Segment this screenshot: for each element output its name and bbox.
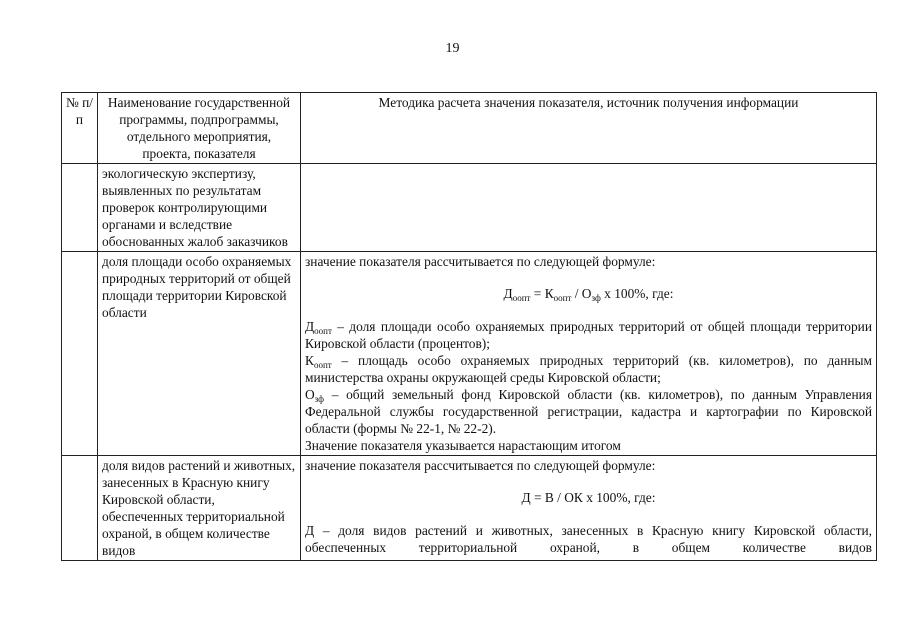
row1-name: экологическую экспертизу, выявленных по результатам проверок контролирующими органами и вследствие обоснованных жалоб заказчиков [98, 164, 301, 252]
table-row [62, 164, 877, 252]
row2-definition-o: $О_{зф}$ – общий земельный фонд Кировской области (кв. километров), по данным Управления Федеральной службы государственной регистрации, кадастра и картографии по Кировской области (формы № 22-1, № 22-2). [305, 387, 872, 436]
row3-formula: Д = В / ОК x 100%, где: [521, 490, 656, 505]
row1-number [62, 164, 98, 252]
row3-definition: Д – доля видов растений и животных, занесенных в Красную книгу Кировской области, обеспеченных территориальной охраной, в общем количестве видов [305, 523, 872, 555]
row3-intro: значение показателя рассчитывается по следующей формуле: [305, 458, 656, 473]
indicator-table [61, 92, 877, 561]
table-row [62, 456, 877, 561]
row2-name: доля площади особо охраняемых природных территорий от общей площади территории Кировской области [98, 252, 301, 456]
header-method: Методика расчета значения показателя, источник получения информации [301, 93, 877, 164]
row3-method [301, 456, 877, 561]
row3-name: доля видов растений и животных, занесенных в Красную книгу Кировской области, обеспеченных территориальной охраной, в общем количестве видов [98, 456, 301, 561]
row2-note: Значение показателя указывается нарастающим итогом [305, 438, 621, 453]
row2-definition-k: $К_{оопт}$ – площадь особо охраняемых природных территорий (кв. километров), по данным министерства охраны окружающей среды Кировской области; [305, 353, 872, 385]
row2-definition-d: $Д_{оопт}$ – доля площади особо охраняемых природных территорий от общей площади территории Кировской области (процентов); [305, 319, 872, 351]
table-header-row [62, 93, 877, 164]
header-name: Наименование государственной программы, подпрограммы, отдельного мероприятия, проекта, показателя [98, 93, 301, 164]
row2-formula: $Д_{оопт} = К_{оопт} / О_{зф}$ x 100%, где: [503, 286, 674, 303]
table-row [62, 252, 877, 456]
row3-number [62, 456, 98, 561]
row2-method [301, 252, 877, 456]
page-number: 19 [445, 41, 460, 56]
row2-number [62, 252, 98, 456]
row2-intro: значение показателя рассчитывается по следующей формуле: [305, 254, 656, 269]
header-number: № п/п [62, 93, 98, 164]
row1-method [301, 164, 877, 252]
